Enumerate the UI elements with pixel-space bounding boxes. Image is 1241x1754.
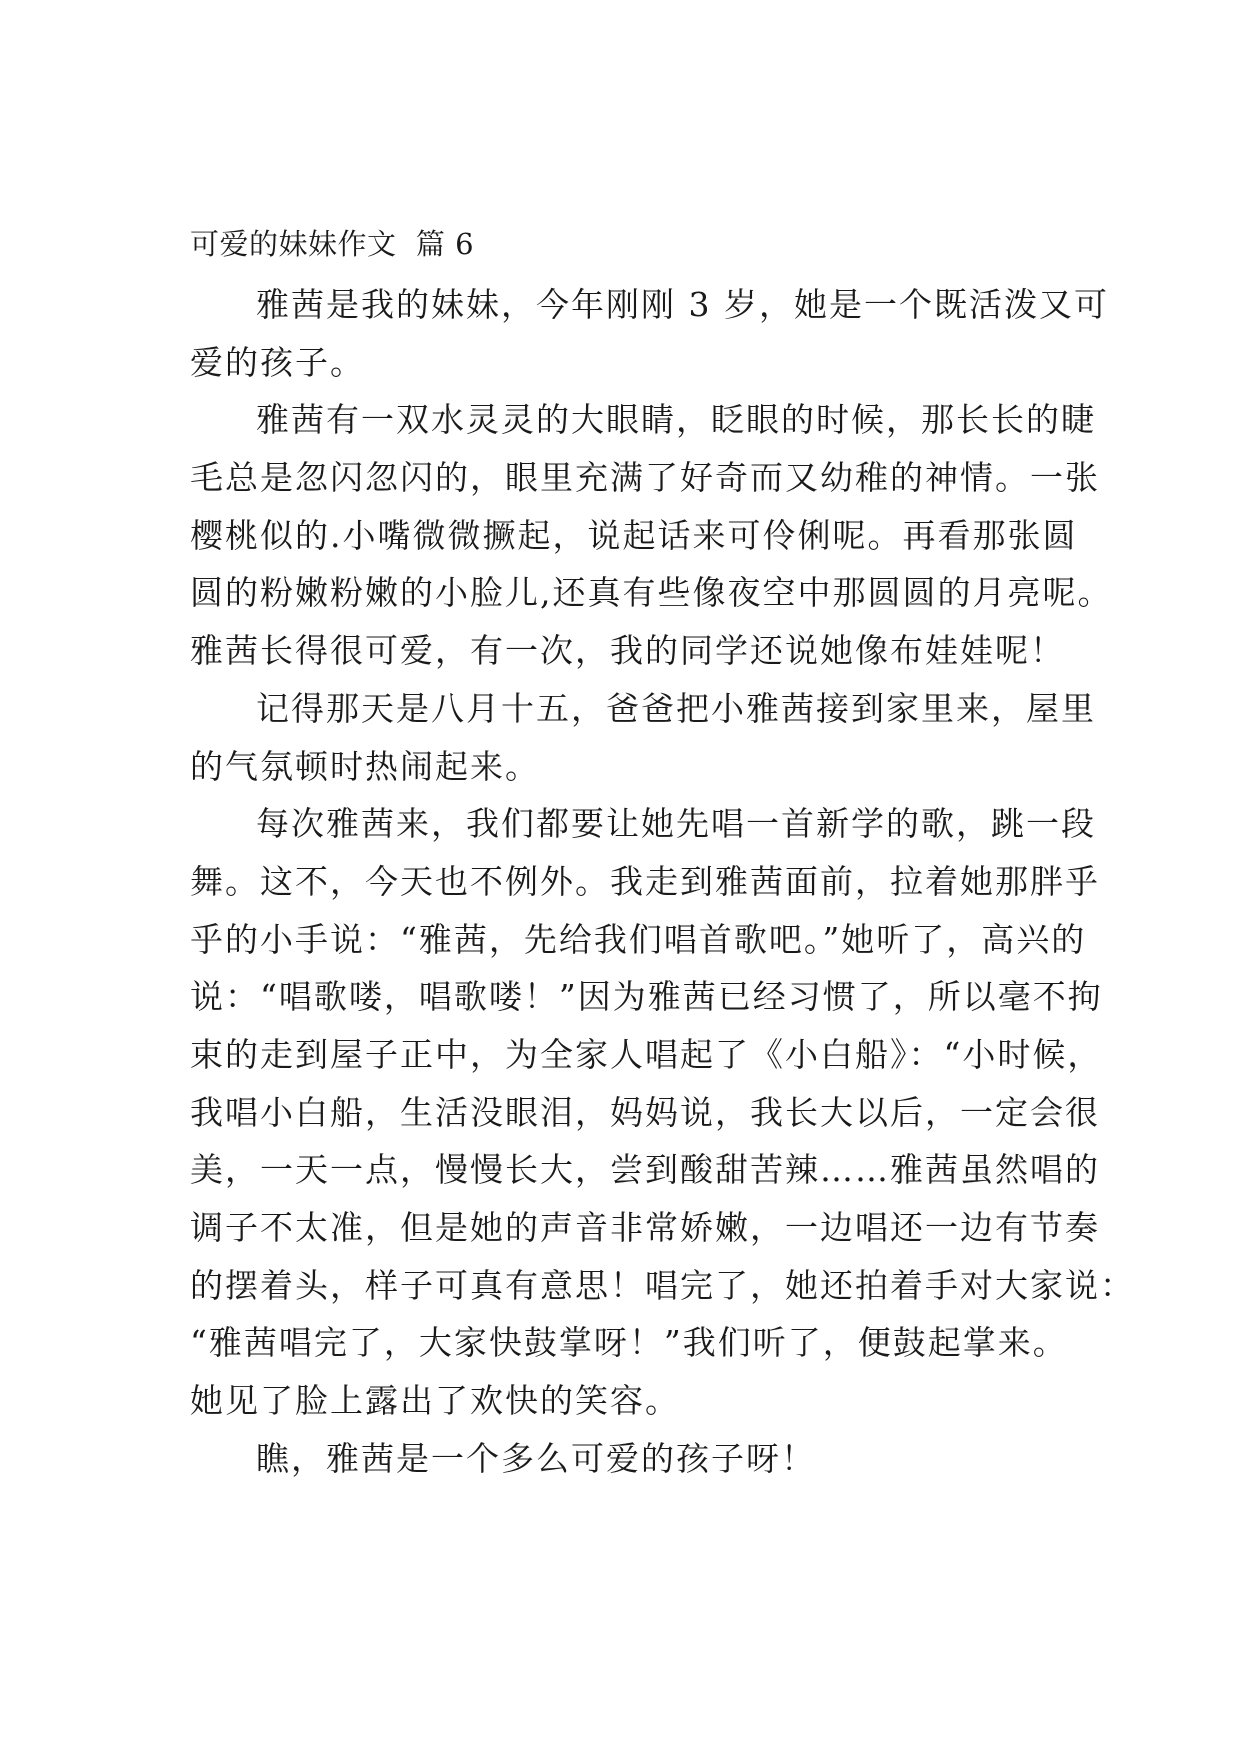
paragraph-line: 樱桃似的.小嘴微微撅起，说起话来可伶俐呢。再看那张圆	[190, 515, 1078, 555]
paragraph-line: 她见了脸上露出了欢快的笑容。	[190, 1381, 680, 1421]
document-body	[190, 276, 1135, 1487]
paragraph-line: 的摆着头，样子可真有意思！唱完了，她还拍着手对大家说：	[190, 1265, 1135, 1305]
paragraph-line: 爱的孩子。	[190, 342, 365, 382]
paragraph-first-line: 记得那天是八月十五，爸爸把小雅茜接到家里来，屋里	[256, 688, 1096, 728]
paragraph-line: 我唱小白船，生活没眼泪，妈妈说，我长大以后，一定会很	[190, 1092, 1100, 1132]
paragraph-line: 圆的粉嫩粉嫩的小脸儿,还真有些像夜空中那圆圆的月亮呢。	[190, 573, 1113, 613]
paragraph-line: 美，一天一点，慢慢长大，尝到酸甜苦辣……雅茜虽然唱的	[190, 1150, 1100, 1190]
paragraph-line: 雅茜长得很可爱，有一次，我的同学还说她像布娃娃呢！	[190, 631, 1065, 671]
paragraph-line: 乎的小手说：“雅茜，先给我们唱首歌吧。”她听了，高兴的	[190, 919, 1087, 959]
paragraph-first-line: 雅茜是我的妹妹，今年刚刚 3 岁，她是一个既活泼又可	[256, 285, 1109, 324]
paragraph-first-line: 每次雅茜来，我们都要让她先唱一首新学的歌，跳一段	[256, 804, 1096, 844]
document-title: 可爱的妹妹作文 篇 6	[190, 227, 475, 261]
paragraph-line: 调子不太准，但是她的声音非常娇嫩，一边唱还一边有节奏	[190, 1208, 1100, 1247]
paragraph-line: 毛总是忽闪忽闪的，眼里充满了好奇而又幼稚的神情。一张	[190, 458, 1100, 498]
paragraph-first-line: 雅茜有一双水灵灵的大眼睛，眨眼的时候，那长长的睫	[256, 400, 1096, 440]
paragraph-first-line: 瞧，雅茜是一个多么可爱的孩子呀！	[256, 1438, 816, 1478]
paragraph-line: 束的走到屋子正中，为全家人唱起了《小白船》：“小时候，	[190, 1034, 1103, 1074]
paragraph-line: 舞。这不，今天也不例外。我走到雅茜面前，拉着她那胖乎	[190, 861, 1100, 901]
paragraph-line: “雅茜唱完了，大家快鼓掌呀！”我们听了，便鼓起掌来。	[190, 1323, 1068, 1363]
paragraph-line: 说：“唱歌喽，唱歌喽！”因为雅茜已经习惯了，所以毫不拘	[190, 977, 1103, 1017]
paragraph-line: 的气氛顿时热闹起来。	[190, 746, 540, 786]
